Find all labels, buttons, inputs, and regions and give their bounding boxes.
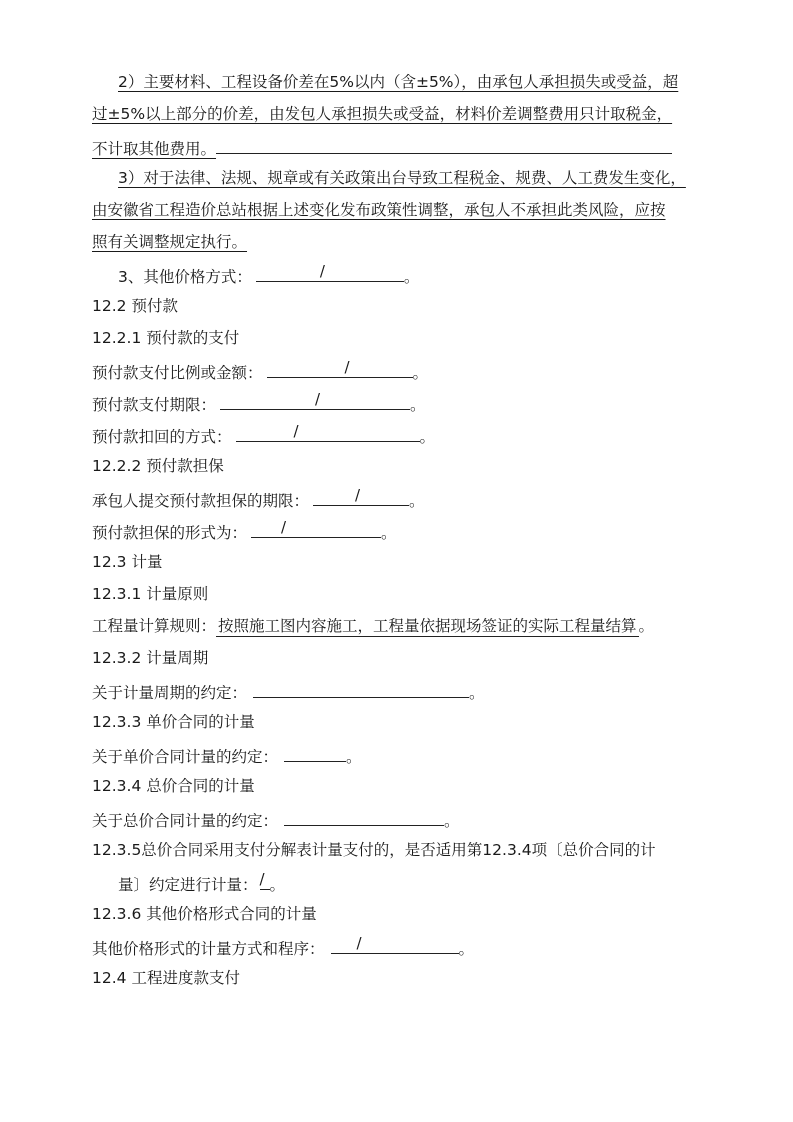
clause-12-3-5-line2: 量〕约定进行计量： / 。 bbox=[118, 870, 286, 894]
advance-deduction: 预付款扣回的方式： / 。 bbox=[92, 422, 436, 446]
measure-period-field[interactable] bbox=[253, 680, 469, 698]
quantity-rules-value[interactable]: 按照施工图内容施工，工程量依据现场签证的实际工程量结算 bbox=[218, 617, 637, 635]
clause-item-2-line1: 2）主要材料、工程设备价差在5%以内（含±5%），由承包人承担损失或受益，超 bbox=[118, 73, 679, 91]
advance-deadline: 预付款支付期限： / 。 bbox=[92, 390, 426, 414]
quantity-rules: 工程量计算规则： 按照施工图内容施工，工程量依据现场签证的实际工程量结算 。 bbox=[92, 617, 655, 635]
clause-item-2-line3: 不计取其他费用。 bbox=[92, 136, 672, 159]
clause-item-3-line2: 由安徽省工程造价总站根据上述变化发布政策性调整，承包人不承担此类风险，应按 bbox=[92, 201, 666, 219]
measure-period: 关于计量周期的约定： 。 bbox=[92, 680, 485, 703]
clause-item-3-line1: 3）对于法律、法规、规章或有关政策出台导致工程税金、规费、人工费发生变化， bbox=[118, 169, 686, 187]
heading-12-3-4: 12.3.4 总价合同的计量 bbox=[92, 777, 255, 795]
guarantee-form-field[interactable]: / bbox=[251, 520, 381, 538]
heading-12-4: 12.4 工程进度款支付 bbox=[92, 969, 240, 987]
unit-price-measure: 关于单价合同计量的约定： 。 bbox=[92, 744, 362, 767]
heading-12-3-3: 12.3.3 单价合同的计量 bbox=[92, 713, 255, 731]
guarantee-form: 预付款担保的形式为： / 。 bbox=[92, 518, 397, 542]
heading-12-3-6: 12.3.6 其他价格形式合同的计量 bbox=[92, 905, 317, 923]
heading-12-3-2: 12.3.2 计量周期 bbox=[92, 649, 209, 667]
clause-12-3-5-field[interactable]: / bbox=[260, 872, 270, 890]
clause-12-3-5-line1: 12.3.5总价合同采用支付分解表计量支付的，是否适用第12.3.4项〔总价合同的计 bbox=[92, 841, 656, 859]
advance-deadline-field[interactable]: / bbox=[220, 392, 410, 410]
total-price-measure: 关于总价合同计量的约定： 。 bbox=[92, 808, 460, 831]
heading-12-2: 12.2 预付款 bbox=[92, 297, 178, 315]
heading-12-2-1: 12.2.1 预付款的支付 bbox=[92, 329, 240, 347]
other-form-measure: 其他价格形式的计量方式和程序： / 。 bbox=[92, 934, 475, 958]
other-form-measure-field[interactable]: / bbox=[331, 936, 459, 954]
total-price-measure-field[interactable] bbox=[284, 808, 444, 826]
other-price-method: 3、其他价格方式： / 。 bbox=[118, 262, 420, 286]
clause-item-2-line2: 过±5%以上部分的价差，由发包人承担损失或受益，材料价差调整费用只计取税金， bbox=[92, 105, 673, 123]
heading-12-3: 12.3 计量 bbox=[92, 553, 163, 571]
guarantee-deadline-field[interactable]: / bbox=[313, 488, 409, 506]
heading-12-3-1: 12.3.1 计量原则 bbox=[92, 585, 209, 603]
guarantee-deadline: 承包人提交预付款担保的期限： / 。 bbox=[92, 486, 425, 510]
advance-ratio-field[interactable]: / bbox=[267, 360, 413, 378]
advance-deduction-field[interactable]: / bbox=[236, 424, 420, 442]
other-price-method-field[interactable]: / bbox=[256, 264, 404, 282]
unit-price-measure-field[interactable] bbox=[284, 744, 346, 762]
heading-12-2-2: 12.2.2 预付款担保 bbox=[92, 457, 224, 475]
clause-item-3-line3: 照有关调整规定执行。 bbox=[92, 233, 248, 251]
advance-ratio: 预付款支付比例或金额： / 。 bbox=[92, 358, 429, 382]
